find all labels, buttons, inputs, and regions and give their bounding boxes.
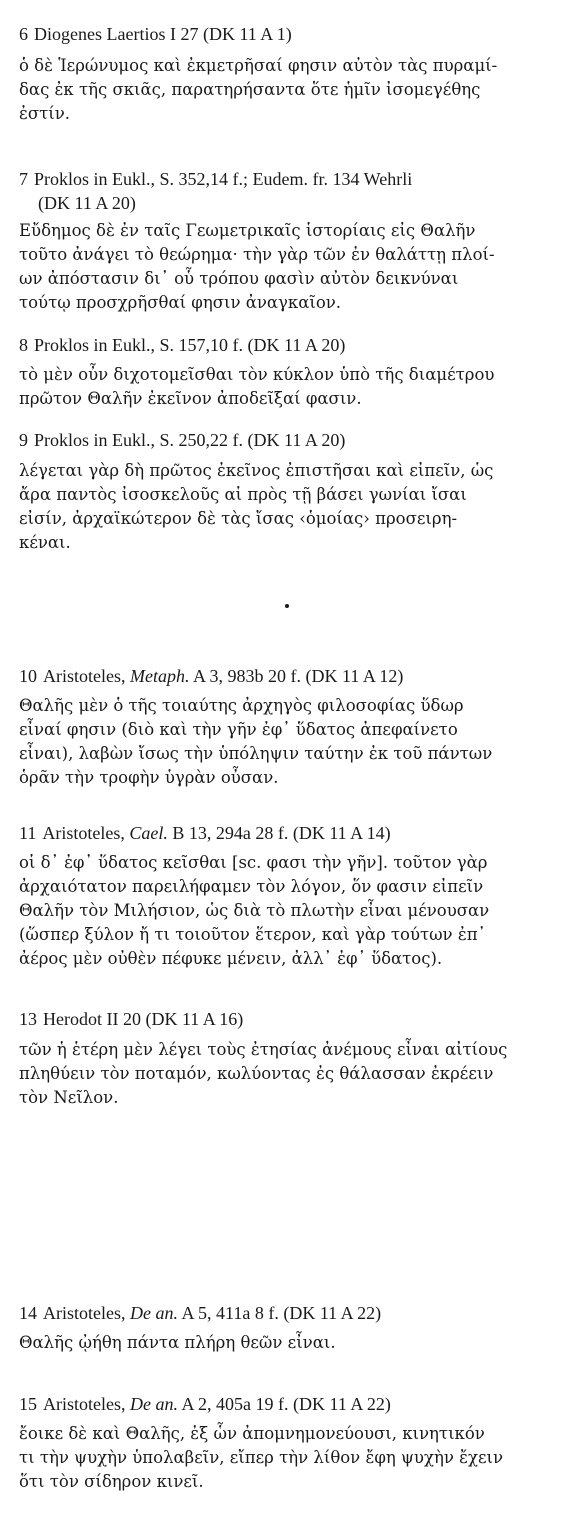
entry-number: 6	[19, 24, 28, 44]
text-line: τι τὴν ψυχὴν ὑπολαβεῖν, εἴπερ τὴν λίθον ἔφη ψυχὴν ἔχειν	[19, 1448, 504, 1467]
text-line: (ὥσπερ ξύλον ἤ τι τοιοῦτον ἕτερον, καὶ γὰρ τούτων ἐπ᾽	[19, 925, 486, 944]
text-line: Θαλῆν τὸν Μιλήσιον, ὡς διὰ τὸ πλωτὴν εἶναι μένουσαν	[19, 901, 490, 920]
entry-source-work: De an.	[130, 1394, 178, 1414]
entry-heading	[19, 664, 403, 688]
text-line: Θαλῆς ᾠήθη πάντα πλήρη θεῶν εἶναι.	[19, 1333, 336, 1352]
text-line: ἀέρος μὲν οὐθὲν πέφυκε μένειν, ἀλλ᾽ ἐφ᾽ ὕδατος).	[19, 949, 443, 968]
entry-number: 11	[19, 823, 37, 843]
text-line: λέγεται γὰρ δὴ πρῶτος ἐκεῖνος ἐπιστῆσαι καὶ εἰπεῖν, ὡς	[19, 461, 494, 480]
entry-source-work: Cael.	[129, 823, 168, 843]
text-line: τῶν ἡ ἑτέρη μὲν λέγει τοὺς ἐτησίας ἀνέμους εἶναι αἰτίους	[19, 1040, 508, 1059]
entry-number: 7	[19, 169, 28, 189]
text-line: οἱ δ᾽ ἐφ᾽ ὕδατος κεῖσθαι [sc. φασι τὴν γῆν]. τοῦτον γὰρ	[19, 853, 488, 872]
entry-source-work: Metaph.	[130, 666, 190, 686]
entry-heading	[19, 1301, 381, 1325]
text-line: ἀρχαιότατον παρειλήφαμεν τὸν λόγον, ὅν φασιν εἰπεῖν	[19, 877, 484, 896]
text-line: δας ἐκ τῆς σκιᾶς, παρατηρήσαντα ὅτε ἡμῖν ἰσομεγέθης	[19, 80, 481, 99]
entry-number: 10	[19, 666, 37, 686]
text-line: τούτῳ προσχρῆσθαί φησιν ἀναγκαῖον.	[19, 293, 342, 312]
entry-heading	[19, 333, 345, 357]
text-line: εἶναί φησιν (διὸ καὶ τὴν γῆν ἐφ᾽ ὕδατος ἀπεφαίνετο	[19, 720, 458, 739]
text-line: πληθύειν τὸν ποταμόν, κωλύοντας ἐς θάλασσαν ἐκρέειν	[19, 1064, 494, 1083]
entry-source: Proklos in Eukl., S. 157,10 f. (DK 11 A 20)	[34, 335, 346, 355]
entry-number: 13	[19, 1009, 37, 1029]
entry-number: 15	[19, 1394, 37, 1414]
entry-source-work: De an.	[130, 1303, 178, 1323]
text-line: κέναι.	[19, 533, 71, 552]
text-line: ἐστίν.	[19, 104, 70, 123]
entry-source: Proklos in Eukl., S. 352,14 f.; Eudem. fr. 134 Wehrli	[34, 169, 413, 189]
entry-heading	[19, 22, 292, 46]
entry-number: 8	[19, 335, 28, 355]
entry-source-author: Aristoteles,	[42, 823, 130, 843]
entry-source: Herodot II 20 (DK 11 A 16)	[43, 1009, 244, 1029]
text-line: τοῦτο ἀνάγει τὸ θεώρημα· τὴν γὰρ τῶν ἐν θαλάττῃ πλοί-	[19, 245, 495, 264]
entry-heading	[19, 1392, 391, 1416]
entry-heading	[19, 428, 345, 452]
entry-heading	[19, 167, 412, 191]
text-line: ὁ δὲ Ἱερώνυμος καὶ ἐκμετρῆσαί φησιν αὐτὸν τὰς πυραμί-	[19, 56, 498, 75]
stray-dot	[285, 604, 289, 608]
entry-source-author: Aristoteles,	[43, 666, 130, 686]
text-line: ὁρᾶν τὴν τροφὴν ὑγρὰν οὖσαν.	[19, 768, 279, 787]
entry-source-ref: B 13, 294a 28 f. (DK 11 A 14)	[167, 823, 391, 843]
entry-source: Diogenes Laertios I 27 (DK 11 A 1)	[34, 24, 292, 44]
entry-source-author: Aristoteles,	[43, 1394, 130, 1414]
entry-heading	[19, 1007, 243, 1031]
text-line: ων ἀπόστασιν δι᾽ οὗ τρόπου φασὶν αὐτὸν δεικνύναι	[19, 269, 459, 288]
entry-number: 9	[19, 430, 28, 450]
entry-source-ref: A 3, 983b 20 f. (DK 11 A 12)	[189, 666, 404, 686]
text-line: ὅτι τὸν σίδηρον κινεῖ.	[19, 1472, 204, 1491]
text-line: πρῶτον Θαλῆν ἐκεῖνον ἀποδεῖξαί φασιν.	[19, 389, 362, 408]
entry-source-ref: A 5, 411a 8 f. (DK 11 A 22)	[178, 1303, 382, 1323]
text-line: Θαλῆς μὲν ὁ τῆς τοιαύτης ἀρχηγὸς φιλοσοφίας ὕδωρ	[19, 696, 464, 715]
text-line: ἄρα παντὸς ἰσοσκελοῦς αἱ πρὸς τῇ βάσει γωνίαι ἴσαι	[19, 485, 467, 504]
entry-source-continued: (DK 11 A 20)	[38, 193, 136, 213]
entry-source: Proklos in Eukl., S. 250,22 f. (DK 11 A 20)	[34, 430, 346, 450]
text-line: τὸν Νεῖλον.	[19, 1088, 119, 1107]
entry-source-author: Aristoteles,	[43, 1303, 130, 1323]
text-line: εἰσίν, ἀρχαϊκώτερον δὲ τὰς ἴσας ‹ὁμοίας› προσειρη-	[19, 509, 458, 528]
text-line: ἔοικε δὲ καὶ Θαλῆς, ἐξ ὧν ἀπομνημονεύουσι, κινητικόν	[19, 1424, 485, 1443]
entry-number: 14	[19, 1303, 37, 1323]
entry-source-ref: A 2, 405a 19 f. (DK 11 A 22)	[178, 1394, 391, 1414]
text-line: τὸ μὲν οὖν διχοτομεῖσθαι τὸν κύκλον ὑπὸ τῆς διαμέτρου	[19, 365, 495, 384]
text-line: εἶναι), λαβὼν ἴσως τὴν ὑπόληψιν ταύτην ἐκ τοῦ πάντων	[19, 744, 493, 763]
text-line: Εὔδημος δὲ ἐν ταῖς Γεωμετρικαῖς ἱστορίαις εἰς Θαλῆν	[19, 221, 476, 240]
entry-heading	[19, 821, 391, 845]
